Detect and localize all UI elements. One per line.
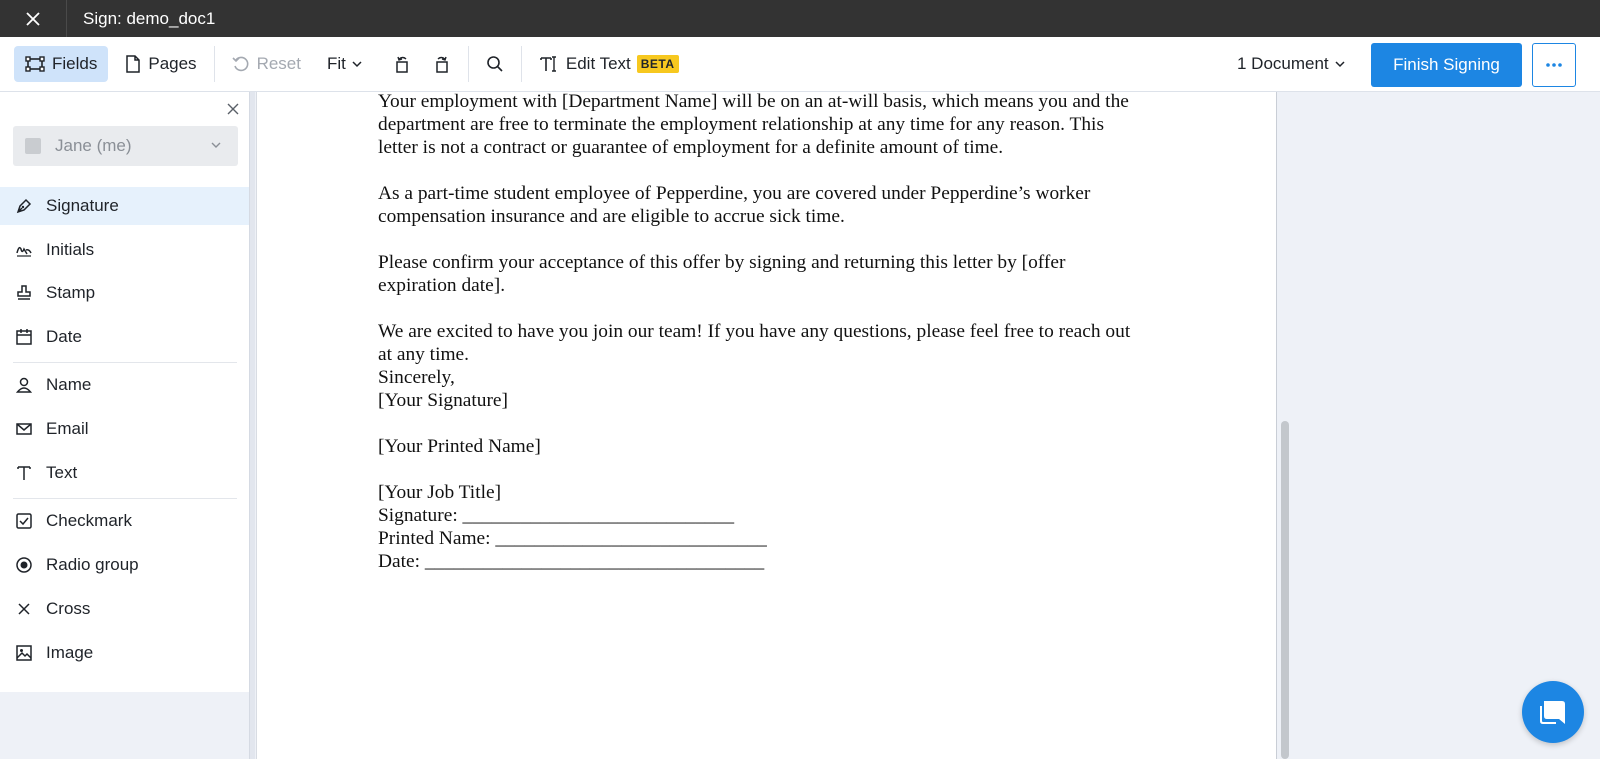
paragraph-employment: Your employment with [Department Name] will be on an at-will basis, which means you and the department are free to terminate the employment relationship at any time for any reason. This letter is not a contract or guarantee of employment for a definite amount of time. <box>378 91 1129 158</box>
field-label: Signature <box>46 196 119 215</box>
field-label: Name <box>46 375 92 394</box>
documents-label: 1 Document <box>1237 54 1329 73</box>
fields-tab[interactable] <box>14 46 108 82</box>
field-label: Date <box>46 327 82 346</box>
field-label: Email <box>46 419 89 438</box>
signature-block: [Your Job Title] Signature: ____________________________ Printed Name: ____________________________ Date: ___________________________________ <box>378 482 767 572</box>
more-options-button[interactable] <box>1532 43 1576 87</box>
edit-text-button[interactable] <box>528 46 690 82</box>
sidebar-close-button[interactable] <box>224 100 242 118</box>
stamp-icon <box>14 283 34 303</box>
chevron-down-icon <box>351 58 363 70</box>
toolbar <box>0 37 1600 92</box>
pages-tab[interactable] <box>114 46 207 82</box>
support-chat-button[interactable] <box>1522 681 1584 743</box>
beta-badge: BETA <box>637 55 679 73</box>
field-email[interactable] <box>0 410 249 448</box>
window-title: Sign: demo_doc1 <box>83 8 216 28</box>
field-initials[interactable] <box>0 231 249 269</box>
radio-icon <box>14 555 34 575</box>
pen-nib-icon <box>14 196 34 216</box>
field-text[interactable] <box>0 454 249 492</box>
paragraph-insurance: As a part-time student employee of Pepperdine, you are covered under Pepperdine’s worker compensation insurance and are eligible to accrue sick time. <box>378 183 1091 227</box>
close-icon <box>25 11 41 27</box>
field-name[interactable] <box>0 366 249 404</box>
document-scrollbar[interactable] <box>1281 421 1289 759</box>
initials-icon <box>14 240 34 260</box>
field-label: Initials <box>46 240 95 259</box>
paragraph-closing: We are excited to have you join our team! If you have any questions, please feel free to reach out at any time. Sincerely, [Your Signature] <box>378 321 1131 411</box>
calendar-icon <box>14 327 34 347</box>
search-button[interactable] <box>475 46 515 82</box>
edit-text-label: Edit Text <box>565 54 631 73</box>
sidebar-divider <box>13 362 237 363</box>
field-label: Stamp <box>46 283 96 302</box>
finish-signing-button[interactable]: Finish Signing <box>1371 43 1522 87</box>
field-signature[interactable] <box>0 187 249 225</box>
sidebar-resize-handle[interactable] <box>249 92 255 759</box>
fields-icon <box>25 55 45 73</box>
field-label: Image <box>46 643 94 662</box>
person-icon <box>14 375 34 395</box>
field-checkmark[interactable] <box>0 502 249 540</box>
field-cross[interactable] <box>0 590 249 628</box>
sidebar-footer <box>0 692 249 759</box>
pages-label: Pages <box>148 54 197 73</box>
fields-sidebar <box>0 92 249 692</box>
sidebar-divider <box>13 498 237 499</box>
field-label: Radio group <box>46 555 139 574</box>
image-icon <box>14 643 34 663</box>
rotate-right-icon <box>433 55 451 73</box>
cross-icon <box>14 599 34 619</box>
toolbar-divider <box>214 46 215 82</box>
document-page[interactable] <box>256 92 1277 759</box>
printed-name-line: [Your Printed Name] <box>378 436 541 457</box>
reset-icon <box>232 55 250 73</box>
field-label: Text <box>46 463 78 482</box>
document-body <box>378 90 1168 573</box>
reset-label: Reset <box>256 54 301 73</box>
toolbar-divider <box>521 46 522 82</box>
zoom-label: Fit <box>326 54 346 73</box>
field-date[interactable] <box>0 318 249 356</box>
fields-label: Fields <box>52 54 98 73</box>
field-label: Cross <box>46 599 91 618</box>
paragraph-confirm: Please confirm your acceptance of this offer by signing and returning this letter by [offer expiration date]. <box>378 252 1066 296</box>
toolbar-divider <box>468 46 469 82</box>
signer-color-swatch <box>25 138 41 154</box>
reset-button[interactable] <box>221 46 312 82</box>
zoom-select[interactable] <box>316 46 374 82</box>
checkbox-icon <box>14 511 34 531</box>
chevron-down-icon <box>1334 58 1346 70</box>
close-button[interactable] <box>0 0 67 37</box>
rotate-left-button[interactable] <box>382 46 422 82</box>
field-label: Checkmark <box>46 511 132 530</box>
text-icon <box>14 463 34 483</box>
chevron-down-icon <box>210 139 222 151</box>
documents-dropdown[interactable] <box>1226 46 1357 82</box>
rotate-right-button[interactable] <box>422 46 462 82</box>
field-stamp[interactable] <box>0 274 249 312</box>
search-icon <box>486 55 504 73</box>
signer-name: Jane (me) <box>55 136 132 155</box>
more-horizontal-icon <box>1545 62 1563 68</box>
envelope-icon <box>14 419 34 439</box>
field-image[interactable] <box>0 634 249 672</box>
field-radio-group[interactable] <box>0 546 249 584</box>
signer-select[interactable] <box>13 126 238 166</box>
close-icon <box>227 103 239 115</box>
page-icon <box>125 55 141 73</box>
title-bar <box>0 0 1600 37</box>
edit-text-icon <box>539 55 559 73</box>
rotate-left-icon <box>393 55 411 73</box>
chat-bubble-icon <box>1538 697 1568 727</box>
